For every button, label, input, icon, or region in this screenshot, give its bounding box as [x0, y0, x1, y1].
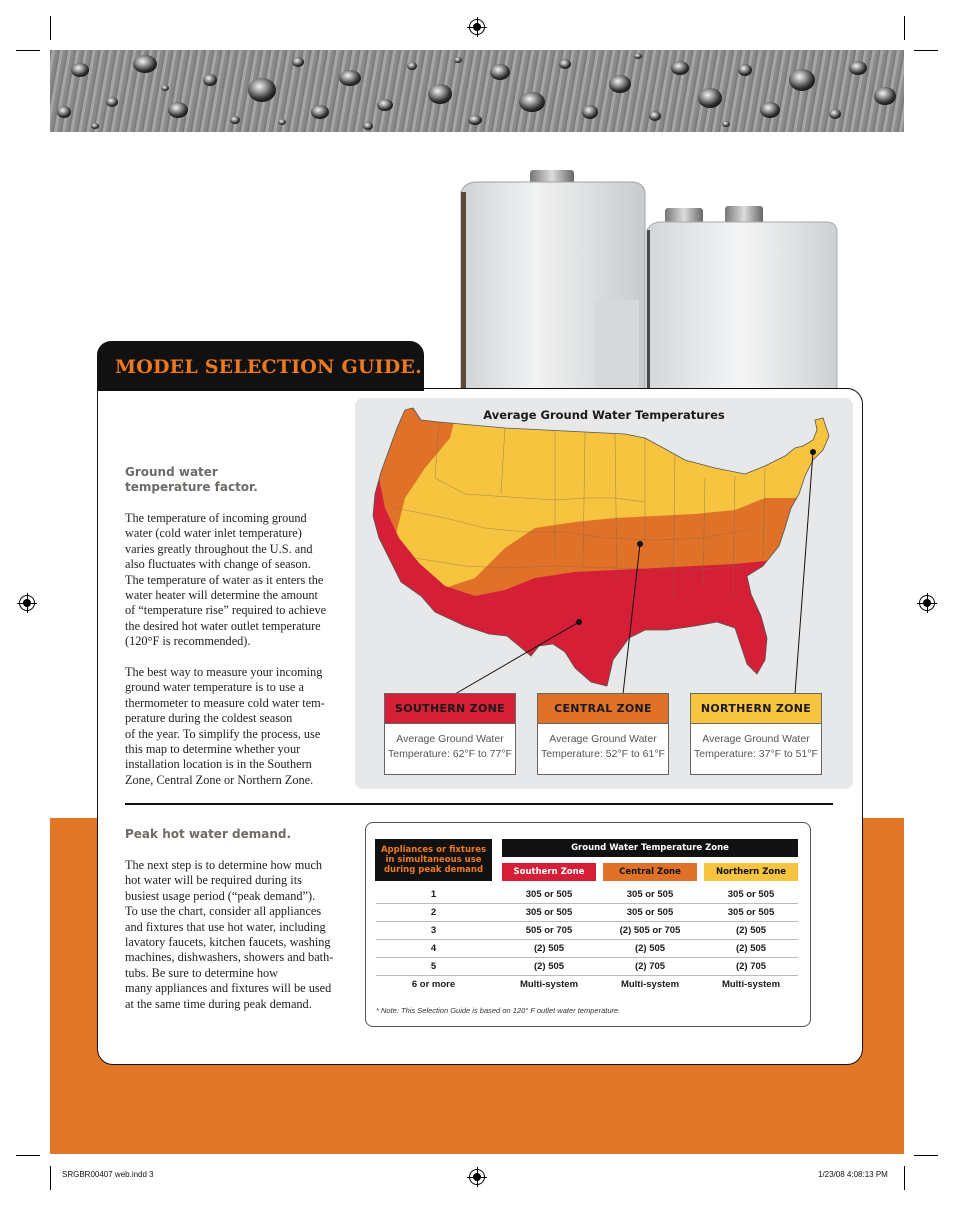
timestamp-slug: 1/23/08 4:08:13 PM — [818, 1170, 888, 1179]
southern-zone-legend — [384, 693, 516, 775]
zone-desc-line: Average Ground Water — [549, 733, 657, 745]
table-row-label: 1 — [430, 889, 437, 900]
text-line: at the same time during peak demand. — [125, 996, 312, 1011]
registration-mark-icon — [469, 19, 485, 35]
northern-zone-legend — [690, 693, 822, 775]
central-zone-legend — [537, 693, 669, 775]
northern-zone-description — [691, 724, 821, 762]
table-cell: (2) 505 or 705 — [619, 925, 681, 936]
registration-mark-icon — [469, 1169, 485, 1185]
section-divider — [125, 803, 833, 805]
text-line: also fluctuates with change of season. — [125, 557, 311, 572]
text-line: The next step is to determine how much — [125, 858, 323, 872]
table-row-label: 3 — [430, 925, 437, 936]
text-line: (120°F is recommended). — [125, 634, 251, 649]
peak-demand-text — [125, 858, 350, 1012]
table-row-label: 6 or more — [411, 979, 456, 990]
table-cell: (2) 505 — [634, 943, 666, 954]
water-droplet-banner — [50, 50, 904, 132]
header-line: Appliances or fixtures — [380, 845, 487, 855]
text-line: water heater will determine the amount — [125, 588, 318, 603]
text-line: of the year. To simplify the process, use — [125, 726, 321, 741]
text-line: tubs. Be sure to determine how — [125, 965, 278, 980]
table-cell: 305 or 505 — [525, 907, 573, 918]
text-line: many appliances and fixtures will be used — [125, 981, 332, 996]
text-line: The temperature of incoming ground — [125, 511, 307, 525]
zone-desc-line: Temperature: 62°F to 77°F — [388, 748, 512, 760]
crop-mark — [914, 1155, 938, 1156]
central-zone-description — [538, 724, 668, 762]
header-line: in simultaneous use — [385, 855, 482, 865]
crop-mark — [904, 1166, 905, 1190]
text-line: of “temperature rise” required to achieve — [125, 603, 327, 618]
title-tab — [97, 341, 424, 391]
ground-water-paragraph-1 — [125, 511, 350, 650]
northern-zone-header: Northern Zone — [704, 863, 798, 881]
header-line: during peak demand — [383, 865, 484, 875]
ground-water-map-panel — [355, 398, 853, 789]
tankless-water-heater-photo — [455, 170, 845, 390]
table-cell: 305 or 505 — [525, 889, 573, 900]
table-cell: 305 or 505 — [727, 889, 775, 900]
table-row-divider — [376, 939, 798, 940]
table-row-divider — [376, 975, 798, 976]
table-cell: 505 or 705 — [525, 925, 573, 936]
ground-water-heading — [125, 465, 258, 495]
peak-demand-heading: Peak hot water demand. — [125, 827, 292, 841]
table-row-divider — [376, 903, 798, 904]
us-ground-water-map — [355, 398, 853, 698]
ground-water-text — [125, 511, 350, 804]
text-line: and fixtures that use hot water, including — [125, 919, 326, 934]
table-cell: 305 or 505 — [626, 907, 674, 918]
text-line: perature during the coldest season — [125, 711, 293, 726]
central-zone-label: CENTRAL ZONE — [538, 694, 668, 724]
crop-mark — [16, 50, 40, 51]
appliances-column-header — [375, 839, 492, 881]
text-line: To use the chart, consider all appliances — [125, 904, 322, 919]
table-cell: (2) 705 — [634, 961, 666, 972]
text-line: The best way to measure your incoming — [125, 665, 323, 680]
table-cell: (2) 705 — [735, 961, 767, 972]
crop-mark — [914, 50, 938, 51]
table-cell: Multi-system — [620, 979, 680, 990]
text-line: Zone, Central Zone or Northern Zone. — [125, 772, 314, 787]
text-line: machines, dishwashers, showers and bath- — [125, 950, 334, 965]
table-cell: 305 or 505 — [626, 889, 674, 900]
zone-desc-line: Average Ground Water — [396, 733, 504, 745]
southern-zone-description — [385, 724, 515, 762]
text-line: installation location is in the Southern — [125, 757, 312, 772]
text-line: ground water temperature is to use a — [125, 680, 304, 695]
text-line: The temperature of water as it enters the — [125, 572, 324, 587]
table-cell: (2) 505 — [533, 943, 565, 954]
northern-zone-label: NORTHERN ZONE — [691, 694, 821, 724]
zone-desc-line: Temperature: 52°F to 61°F — [541, 748, 665, 760]
table-footnote: * Note: This Selection Guide is based on 120° F outlet water temperature. — [376, 1006, 621, 1015]
text-line: water (cold water inlet temperature) — [125, 526, 302, 541]
map-title: Average Ground Water Temperatures — [483, 408, 725, 422]
table-cell: Multi-system — [519, 979, 579, 990]
page-title: MODEL SELECTION GUIDE. — [115, 356, 422, 378]
heading-line: Ground water — [125, 465, 218, 479]
file-slug: SRGBR00407 web.indd 3 — [62, 1170, 154, 1179]
table-row-divider — [376, 957, 798, 958]
table-cell: (2) 505 — [735, 943, 767, 954]
registration-mark-icon — [19, 595, 35, 611]
text-line: the desired hot water outlet temperature — [125, 618, 321, 633]
text-line: thermometer to measure cold water tem- — [125, 695, 325, 710]
central-zone-header: Central Zone — [603, 863, 697, 881]
table-cell: 305 or 505 — [727, 907, 775, 918]
table-cell: Multi-system — [721, 979, 781, 990]
table-cell: (2) 505 — [533, 961, 565, 972]
crop-mark — [904, 16, 905, 40]
ground-water-paragraph-2 — [125, 665, 350, 788]
zone-desc-line: Temperature: 37°F to 51°F — [694, 748, 818, 760]
zone-desc-line: Average Ground Water — [702, 733, 810, 745]
table-row-divider — [376, 921, 798, 922]
text-line: this map to determine whether your — [125, 742, 301, 757]
table-cell: (2) 505 — [735, 925, 767, 936]
zone-group-header: Ground Water Temperature Zone — [502, 839, 798, 857]
southern-zone-header: Southern Zone — [502, 863, 596, 881]
model-selection-table — [365, 822, 811, 1027]
table-row-label: 2 — [430, 907, 437, 918]
crop-mark — [50, 1166, 51, 1190]
table-row-label: 5 — [430, 961, 437, 972]
table-row-label: 4 — [430, 943, 437, 954]
crop-mark — [16, 1155, 40, 1156]
southern-zone-label: SOUTHERN ZONE — [385, 694, 515, 724]
text-line: varies greatly throughout the U.S. and — [125, 541, 313, 556]
registration-mark-icon — [919, 595, 935, 611]
text-line: hot water will be required during its — [125, 873, 302, 888]
crop-mark — [50, 16, 51, 40]
heading-line: temperature factor. — [125, 480, 258, 494]
text-line: lavatory faucets, kitchen faucets, washing — [125, 935, 331, 950]
text-line: busiest usage period (“peak demand”). — [125, 888, 316, 903]
